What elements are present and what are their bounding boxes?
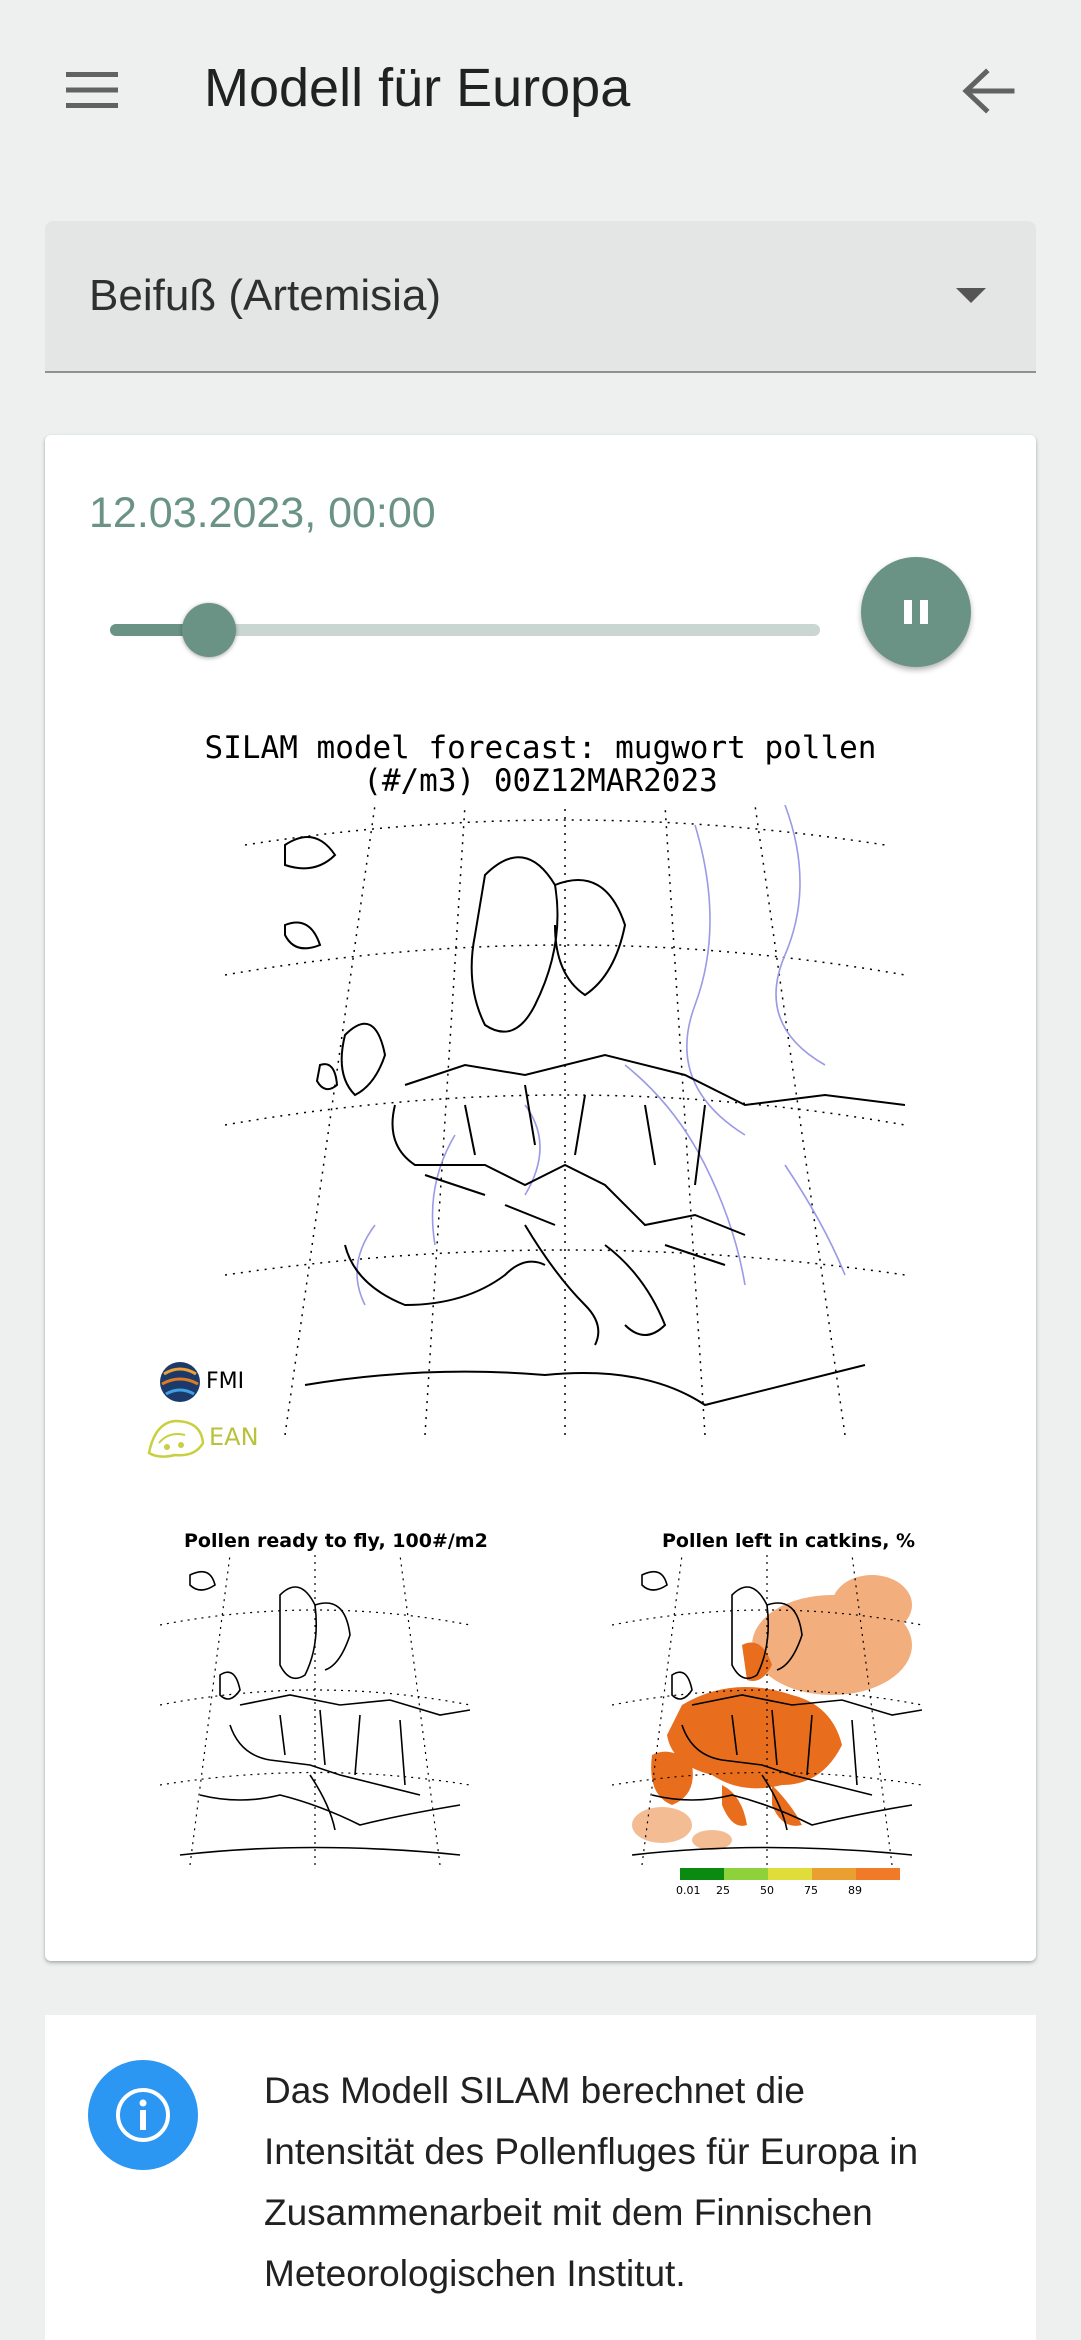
info-card (45, 2015, 1036, 2340)
colorbar-tick-label: 89 (848, 1884, 862, 1897)
back-button[interactable] (944, 52, 1032, 128)
pollen-type-select[interactable] (45, 221, 1036, 373)
colorbar-tick-label: 50 (760, 1884, 774, 1897)
forecast-map-title-line2: (#/m3) 00Z12MAR2023 (363, 763, 718, 799)
info-icon (88, 2060, 198, 2170)
forecast-map-main (225, 805, 905, 1435)
arrow-back-icon (960, 66, 1016, 116)
ean-plant-icon (145, 1413, 207, 1459)
colorbar-tick-label: 25 (716, 1884, 730, 1897)
catkins-colorbar (680, 1868, 900, 1880)
ready-to-fly-map (160, 1555, 470, 1865)
fmi-logo-text: FMI (206, 1369, 245, 1394)
pause-icon (896, 592, 936, 632)
fmi-globe-icon (158, 1360, 202, 1404)
colorbar-segment (724, 1868, 768, 1880)
menu-button[interactable] (46, 52, 142, 128)
hamburger-menu-icon (66, 72, 118, 108)
pause-button[interactable] (861, 557, 971, 667)
forecast-map-title-line1: SILAM model forecast: mugwort pollen (204, 730, 877, 766)
forecast-timestamp: 12.03.2023, 00:00 (89, 489, 436, 537)
info-text: Das Modell SILAM berechnet die Intensität des Pollenfluges für Europa in Zusammenarbeit mit dem Finnischen Meteorologischen Institut. (264, 2070, 919, 2294)
fmi-logo (158, 1360, 308, 1408)
left-in-catkins-map (612, 1555, 922, 1865)
colorbar-tick-label: 0.01 (676, 1884, 701, 1897)
left-in-catkins-title: Pollen left in catkins, % (662, 1530, 916, 1552)
colorbar-segment (680, 1868, 724, 1880)
ean-logo (145, 1413, 305, 1463)
colorbar-tick-label: 75 (804, 1884, 818, 1897)
pollen-type-value: Beifuß (Artemisia) (89, 271, 442, 320)
dropdown-arrow-icon (956, 288, 986, 303)
ean-logo-text: EAN (209, 1423, 259, 1451)
slider-thumb[interactable] (182, 603, 236, 657)
time-slider[interactable] (110, 585, 820, 675)
app-bar (0, 0, 1081, 178)
colorbar-segment (856, 1868, 900, 1880)
colorbar-segment (812, 1868, 856, 1880)
forecast-card (45, 435, 1036, 1961)
page-title: Modell für Europa (204, 58, 631, 118)
ready-to-fly-title: Pollen ready to fly, 100#/m2 (184, 1530, 488, 1552)
colorbar-segment (768, 1868, 812, 1880)
